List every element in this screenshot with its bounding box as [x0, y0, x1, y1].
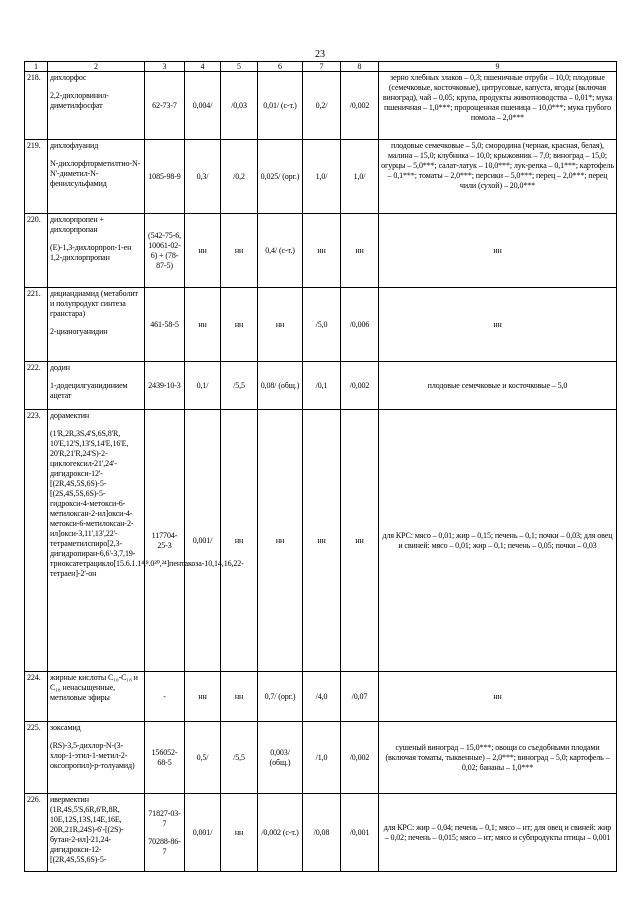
- row-number: 219.: [25, 140, 48, 214]
- table-row: [25, 140, 617, 214]
- table-row: [25, 362, 617, 410]
- substance-name: [48, 672, 145, 722]
- value-col7: нн: [303, 410, 341, 672]
- value-col5: /0,2: [221, 140, 258, 214]
- cas-number: (542-75-6, 10061-02-6) + (78-87-5): [145, 214, 185, 288]
- substance-name-line: 1,2-дихлорпропан: [50, 253, 110, 262]
- substance-name-line: дихлофлуанид: [50, 141, 99, 150]
- value-col4: 0,001/: [185, 410, 221, 672]
- substance-name-line: дихлорпропен + дихлорпропан: [50, 215, 104, 234]
- substance-name-line: додин: [50, 363, 70, 372]
- column-header-5: 5: [221, 62, 258, 72]
- substance-name-line: дорамектин: [50, 411, 90, 420]
- value-col4: 0,1/: [185, 362, 221, 410]
- column-header-9: 9: [379, 62, 617, 72]
- value-col4: нн: [185, 672, 221, 722]
- residue-limits: нн: [379, 214, 617, 288]
- value-col8: нн: [341, 214, 379, 288]
- substance-name-line: 2-цианогуанидин: [50, 327, 108, 336]
- substance-name: [48, 214, 145, 288]
- substance-name-line: N-дихлорфторметилтио-N-N'-диметил-N-фенилсульфамид: [50, 159, 141, 188]
- value-col7: нн: [303, 214, 341, 288]
- value-col7: /5,0: [303, 288, 341, 362]
- substance-name-line: зоксамид: [50, 723, 81, 732]
- column-header-4: 4: [185, 62, 221, 72]
- row-number: 218.: [25, 72, 48, 140]
- substance-name-line: ивермектин (1R,4S,5'S,6R,6'R,8R, 10E,12S,13S,14E,16E, 20R,21R,24S)-6'-[(2S)-бутан-2-ил]-21,24-дигидрокси-12-[(2R,4S,5S,6S)-5-: [50, 795, 124, 864]
- header-row: [25, 62, 617, 72]
- row-number: 225.: [25, 722, 48, 794]
- column-header-2: 2: [48, 62, 145, 72]
- value-col8: 1,0/: [341, 140, 379, 214]
- substance-name-line: дициандиамид (метаболит и полупродукт синтеза гранстара): [50, 289, 138, 318]
- value-col8: /0,001: [341, 794, 379, 872]
- cas-number: 156052-68-5: [145, 722, 185, 794]
- residue-limits: плодовые семечковые и косточковые – 5,0: [379, 362, 617, 410]
- column-header-7: 7: [303, 62, 341, 72]
- row-number: 224.: [25, 672, 48, 722]
- value-col6: 0,08/ (общ.): [258, 362, 303, 410]
- substance-name-line: жирные кислоты С₁₀-С₁₈ и С₁₈ ненасыщенные, метиловые эфиры: [50, 673, 138, 702]
- residue-limits: нн: [379, 672, 617, 722]
- table-row: [25, 672, 617, 722]
- page-number: 23: [315, 49, 325, 60]
- value-col4: 0,3/: [185, 140, 221, 214]
- cas-number: 117704-25-3: [145, 410, 185, 672]
- value-col6: 0,01/ (с-т.): [258, 72, 303, 140]
- substance-name: [48, 794, 145, 872]
- value-col4: 0,5/: [185, 722, 221, 794]
- value-col6: нн: [258, 410, 303, 672]
- value-col5: /5,5: [221, 362, 258, 410]
- value-col7: /1,0: [303, 722, 341, 794]
- residue-limits: плодовые семечковые – 5,0; смородина (черная, красная, белая), малина – 15,0; клубника – 10,0; крыжовник – 7,0; виноград – 15,0; огурцы – 5,0***; салат-латук – 10,0***; лук-репка – 0,1***; картофель – 0,1***; томаты – 2,0***; персики – 5,0***; перец – 2,0***; перец чили (сухой) – 20,0***: [379, 140, 617, 214]
- value-col7: 1,0/: [303, 140, 341, 214]
- value-col5: нн: [221, 794, 258, 872]
- row-number: 226.: [25, 794, 48, 872]
- value-col7: /0,08: [303, 794, 341, 872]
- value-col8: /0,07: [341, 672, 379, 722]
- cas-number: 71827-03-7 70288-86-7: [145, 794, 185, 872]
- table-row: [25, 288, 617, 362]
- value-col4: нн: [185, 288, 221, 362]
- row-number: 223.: [25, 410, 48, 672]
- value-col8: /0,002: [341, 362, 379, 410]
- value-col5: нн: [221, 214, 258, 288]
- value-col5: /5,5: [221, 722, 258, 794]
- cas-number: 2439-10-3: [145, 362, 185, 410]
- row-number: 221.: [25, 288, 48, 362]
- value-col5: нн: [221, 672, 258, 722]
- column-header-3: 3: [145, 62, 185, 72]
- value-col8: /0,006: [341, 288, 379, 362]
- cas-number: 461-58-5: [145, 288, 185, 362]
- value-col6: 0,7/ (орг.): [258, 672, 303, 722]
- substance-name-line: (Е)-1,3-дихлорпроп-1-ен: [50, 243, 132, 252]
- value-col6: нн: [258, 288, 303, 362]
- cas-number: 62-73-7: [145, 72, 185, 140]
- value-col7: 0,2/: [303, 72, 341, 140]
- substance-name-line: 1-додецилгуанидинием ацетат: [50, 381, 128, 400]
- value-col7: /4,0: [303, 672, 341, 722]
- value-col7: /0,1: [303, 362, 341, 410]
- row-number: 222.: [25, 362, 48, 410]
- substance-name-line: дихлорфос: [50, 73, 87, 82]
- substance-name: [48, 72, 145, 140]
- value-col6: /0,002 (с-т.): [258, 794, 303, 872]
- substance-name-line: (RS)-3,5-дихлор-N-(3-хлор-1-этил-1-метил-2-оксопропил)-р-толуамид): [50, 741, 135, 770]
- table-row: [25, 722, 617, 794]
- cas-number: -: [145, 672, 185, 722]
- cas-number: 1085-98-9: [145, 140, 185, 214]
- column-header-8: 8: [341, 62, 379, 72]
- substance-name: [48, 722, 145, 794]
- substance-name: [48, 140, 145, 214]
- column-header-1: 1: [25, 62, 48, 72]
- table-row: [25, 410, 617, 672]
- value-col6: 0,025/ (орг.): [258, 140, 303, 214]
- value-col6: 0,4/ (с-т.): [258, 214, 303, 288]
- substance-name: [48, 288, 145, 362]
- residue-limits: сушеный виноград – 15,0***; овощи со съедобными плодами (включая томаты, тыквенные) – 2,0***; виноград – 5,0; картофель – 0,02; бананы – 1,0***: [379, 722, 617, 794]
- table-row: [25, 72, 617, 140]
- value-col8: /0,002: [341, 722, 379, 794]
- value-col8: /0,002: [341, 72, 379, 140]
- value-col5: нн: [221, 410, 258, 672]
- residue-limits-table: [24, 61, 617, 872]
- value-col5: /0,03: [221, 72, 258, 140]
- residue-limits: зерно хлебных злаков – 0,3; пшеничные отруби – 10,0; плодовые (семечковые, косточковые), цитрусовые, капуста, ягоды (включая виноград), чай – 0,05; крупа, продукты животноводства – 0,01*; мука пшеничная – 1,0***; пророщенная пшеница – 10,0***; мука грубого помола – 2,0***: [379, 72, 617, 140]
- row-number: 220.: [25, 214, 48, 288]
- value-col4: нн: [185, 214, 221, 288]
- value-col8: нн: [341, 410, 379, 672]
- table-row: [25, 794, 617, 872]
- column-header-6: 6: [258, 62, 303, 72]
- value-col6: 0,003/ (общ.): [258, 722, 303, 794]
- substance-name-line: (1'R,2R,3S,4'S,6S,8'R, 10'E,12'S,13'S,14'E,16'E, 20'R,21'R,24'S)-2-циклогексил-21',24'-дигидрокси-12'-[(2R,4S,5S,6S)-5-[(2S,4S,5S,6S)-5-гидрокси-4-метокси-6-метилоксан-2-ил]окси-4-метокси-6-метилоксан-2-ил]окси-3,11',13',22'-тетраметилспиро[2,3-дигидропиран-6,6'-3,7,19-триоксатетрацикло[15.6.1.1⁴,⁸.0²⁰,²⁴]пентакоза-10,14,16,22-тетраен]-2'-он: [50, 429, 244, 578]
- substance-name-line: 2,2-дихлорвинил-диметилфосфат: [50, 91, 109, 110]
- residue-limits: для КРС: жир – 0,04; печень – 0,1; мясо – нт; для овец и свиней: жир – 0,02; печень – 0,015; мясо – нт; мясо и субпродукты птицы – 0,001: [379, 794, 617, 872]
- table-body: [25, 72, 617, 872]
- value-col4: 0,004/: [185, 72, 221, 140]
- value-col5: нн: [221, 288, 258, 362]
- residue-limits: нн: [379, 288, 617, 362]
- value-col4: 0,001/: [185, 794, 221, 872]
- table-row: [25, 214, 617, 288]
- residue-limits: для КРС: мясо – 0,01; жир – 0,15; печень – 0,1; почки – 0,03; для овец и свиней: мясо – 0,01; жир – 0,1; печень – 0,05; почки – 0,03: [379, 410, 617, 672]
- substance-name: [48, 362, 145, 410]
